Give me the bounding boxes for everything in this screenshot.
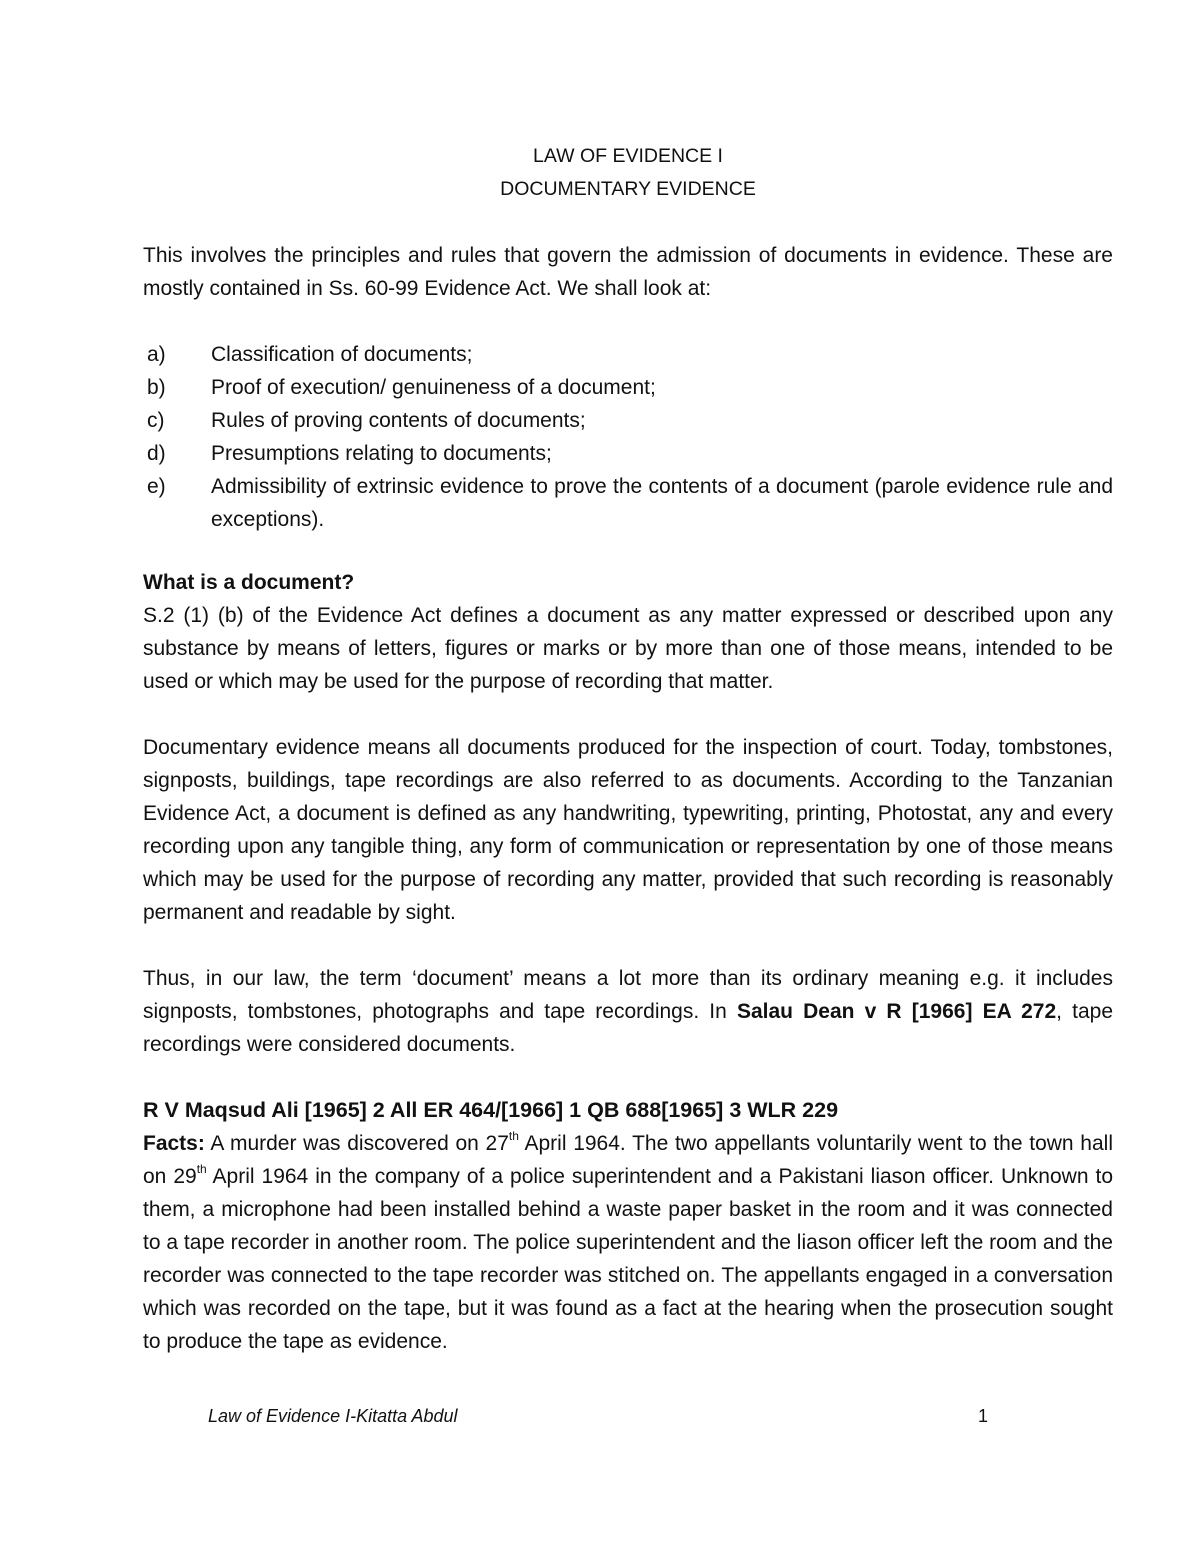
document-title-line1: LAW OF EVIDENCE I [533,145,723,167]
list-marker: b) [147,376,166,399]
document-title-line2: DOCUMENTARY EVIDENCE [500,178,756,200]
spacer [143,305,1113,338]
document-body [143,140,1113,1358]
spacer [143,1061,1113,1094]
spacer [143,929,1113,962]
list-item-text: Proof of execution/ genuineness of a document; [211,376,656,399]
facts-label: Facts: [143,1132,205,1155]
facts-text-part2: April 1964. The two appellants voluntarily went to the town hall on 29 [143,1132,1113,1188]
list-marker: d) [147,442,166,465]
list-item-text: Rules of proving contents of documents; [211,409,586,432]
spacer [143,536,1113,566]
definition-paragraph: S.2 (1) (b) of the Evidence Act defines a document as any matter expressed or described upon any substance by means of letters, figures or marks or by more than one of those means, intended to be used or which may be used for the purpose of recording that matter. [143,604,1113,693]
page-number: 1 [977,1406,988,1426]
thus-paragraph [143,962,1113,1061]
ordinal-suffix: th [508,1129,519,1143]
thus-text-after: , tape recordings were considered documents. [143,1000,1113,1056]
list-item-text: Classification of documents; [211,343,473,366]
documentary-evidence-paragraph: Documentary evidence means all documents produced for the inspection of court. Today, tombstones, signposts, buildings, tape recordings are also referred to as documents. According to the Tanzanian Evidence Act, a document is defined as any handwriting, typewriting, printing, Photostat, any and every recording upon any tangible thing, any form of communication or representation by one of those means which may be used for the purpose of recording any matter, provided that such recording is reasonably permanent and readable by sight. [143,736,1113,924]
ordinal-suffix: th [196,1162,207,1176]
list-item [143,404,1113,437]
spacer [143,206,1113,239]
footer-text: Law of Evidence I-Kitatta Abdul [208,1406,458,1426]
case-citation-salau-dean: Salau Dean v R [1966] EA 272 [736,1000,1057,1023]
spacer [143,698,1113,731]
intro-paragraph: This involves the principles and rules that govern the admission of documents in evidence. These are mostly contained in Ss. 60-99 Evidence Act. We shall look at: [143,244,1113,300]
list-item [143,470,1113,536]
list-marker: e) [147,475,166,498]
list-item-text: Presumptions relating to documents; [211,442,552,465]
topics-list [143,338,1113,536]
list-item [143,371,1113,404]
list-marker: c) [147,409,165,432]
thus-text-before: Thus, in our law, the term ‘document’ means a lot more than its ordinary meaning e.g. it includes signposts, tombstones, photographs and tape recordings. In [143,967,1113,1023]
facts-paragraph [143,1127,1113,1358]
list-item [143,437,1113,470]
list-item [143,338,1113,371]
case-heading-maqsud-ali: R V Maqsud Ali [1965] 2 All ER 464/[1966] 1 QB 688[1965] 3 WLR 229 [143,1098,839,1122]
section-heading-what-is-document: What is a document? [143,571,355,594]
list-marker: a) [147,343,166,366]
facts-text-part1: A murder was discovered on 27 [204,1132,509,1155]
list-item-text: Admissibility of extrinsic evidence to prove the contents of a document (parole evidence rule and exceptions). [211,475,1113,531]
facts-text-part3: April 1964 in the company of a police superintendent and a Pakistani liason officer. Unknown to them, a microphone had been installed behind a waste paper basket in the room and it was connected to a tape recorder in another room. The police superintendent and the liason officer left the room and the recorder was connected to the tape recorder was stitched on. The appellants engaged in a conversation which was recorded on the tape, but it was found as a fact at the hearing when the prosecution sought to produce the tape as evidence. [143,1165,1113,1353]
